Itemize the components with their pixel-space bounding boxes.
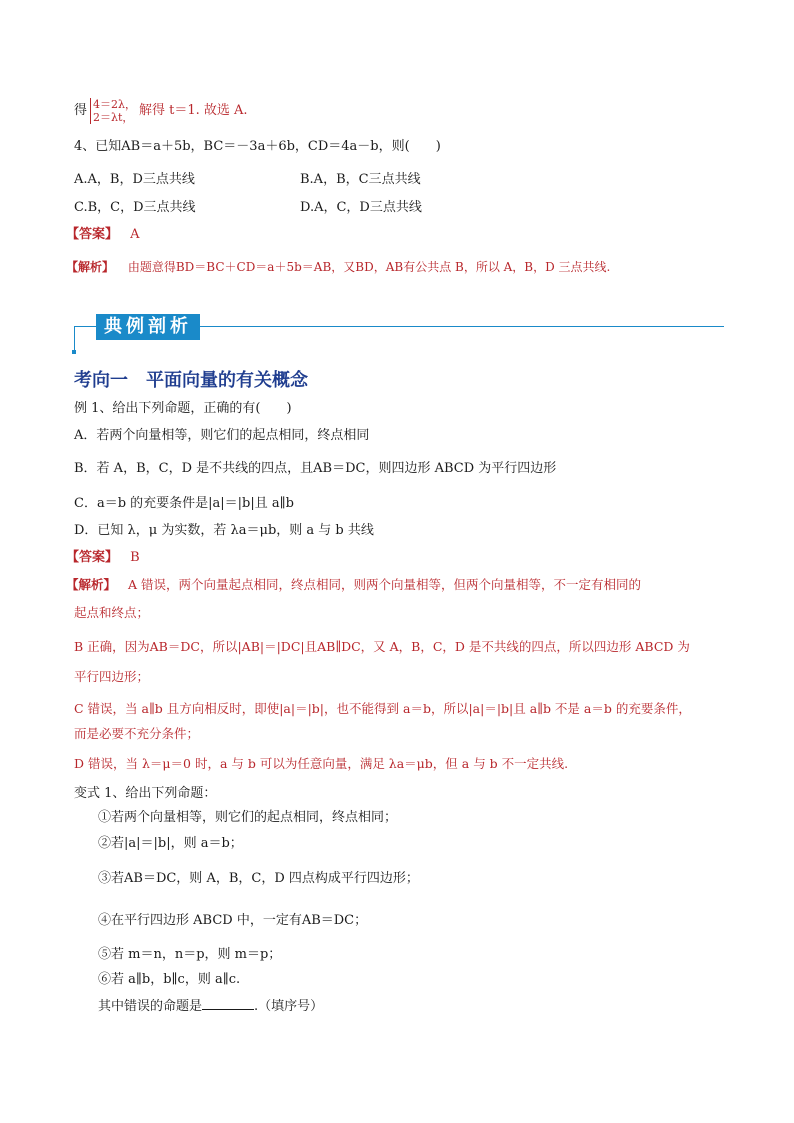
ex1-option-b: B．若 A，B，C，D 是不共线的四点，且AB＝DC，则四边形 ABCD 为平行四边形 <box>74 461 557 476</box>
var1-item-3: ③若AB＝DC，则 A，B，C，D 四点构成平行四边形； <box>98 871 419 886</box>
prompt-before: 其中错误的命题是 <box>98 999 203 1014</box>
answer-value: B <box>130 550 140 565</box>
previous-solution-line <box>74 96 248 126</box>
equation-2: 2＝λt， <box>93 110 134 124</box>
q4-stem: 4、已知AB＝a＋5b，BC＝－3a＋6b，CD＝4a－b，则( ) <box>74 139 441 154</box>
ex1-analysis-6: 而是必要不充分条件； <box>74 726 200 741</box>
q4-option-a: A.A，B，D三点共线 <box>74 172 195 187</box>
ex1-stem: 例 1、给出下列命题，正确的有( ) <box>74 401 292 416</box>
var1-item-6: ⑥若 a∥b，b∥c，则 a∥c. <box>98 972 241 987</box>
section-title: 考向一 平面向量的有关概念 <box>74 370 308 391</box>
ex1-option-d: D．已知 λ，μ 为实数，若 λa＝μb，则 a 与 b 共线 <box>74 523 374 538</box>
answer-blank[interactable] <box>202 997 254 1010</box>
ex1-answer <box>66 549 140 567</box>
ex1-analysis-2: 起点和终点； <box>74 605 150 620</box>
equation-1: 4＝2λ， <box>93 97 136 111</box>
section-banner <box>74 314 724 354</box>
ex1-analysis-7: D 错误，当 λ＝μ＝0 时，a 与 b 可以为任意向量，满足 λa＝μb，但 a 与 b 不一定共线. <box>74 756 569 771</box>
q4-answer <box>66 226 140 244</box>
answer-tag: 【答案】 <box>66 227 119 242</box>
solution-text: 解得 t＝1. 故选 A. <box>138 103 248 118</box>
var1-item-5: ⑤若 m＝n，n＝p，则 m＝p； <box>98 947 282 962</box>
prompt-after: .（填序号） <box>254 999 324 1014</box>
var1-stem: 变式 1、给出下列命题： <box>74 786 217 801</box>
ex1-option-c: C．a＝b 的充要条件是|a|＝|b|且 a∥b <box>74 496 294 511</box>
analysis-tag: 【解析】 <box>66 577 117 592</box>
answer-value: A <box>130 227 140 242</box>
equation-system <box>90 98 136 124</box>
var1-prompt <box>98 997 323 1016</box>
ex1-analysis-5: C 错误，当 a∥b 且方向相反时，即使|a|＝|b|，也不能得到 a＝b，所以|a|＝|b|且 a∥b 不是 a＝b 的充要条件， <box>74 701 691 716</box>
analysis-text: 由题意得BD＝BC＋CD＝a＋5b＝AB，又BD，AB有公共点 B，所以 A，B，D 三点共线. <box>127 260 611 274</box>
q4-analysis <box>66 258 610 276</box>
var1-item-2: ②若|a|＝|b|，则 a＝b； <box>98 836 243 851</box>
analysis-tag: 【解析】 <box>66 260 115 274</box>
banner-label: 典例剖析 <box>96 314 200 340</box>
var1-item-1: ①若两个向量相等，则它们的起点相同，终点相同； <box>98 810 398 825</box>
q4-option-c: C.B，C，D三点共线 <box>74 200 196 215</box>
ex1-analysis-1 <box>66 576 641 594</box>
ex1-option-a: A．若两个向量相等，则它们的起点相同，终点相同 <box>74 428 370 443</box>
var1-item-4: ④在平行四边形 ABCD 中，一定有AB＝DC； <box>98 913 368 928</box>
ex1-analysis-4: 平行四边形； <box>74 669 150 684</box>
prefix-text: 得 <box>74 103 88 118</box>
banner-dot <box>72 350 76 354</box>
ex1-analysis-3: B 正确，因为AB＝DC，所以|AB|＝|DC|且AB∥DC，又 A，B，C，D 是不共线的四点，所以四边形 ABCD 为 <box>74 639 690 654</box>
analysis-text-1: A 错误，两个向量起点相同，终点相同，则两个向量相等，但两个向量相等，不一定有相同的 <box>128 577 642 592</box>
q4-option-d: D.A，C，D三点共线 <box>300 200 422 215</box>
answer-tag: 【答案】 <box>66 550 119 565</box>
q4-option-b: B.A，B，C三点共线 <box>300 172 421 187</box>
